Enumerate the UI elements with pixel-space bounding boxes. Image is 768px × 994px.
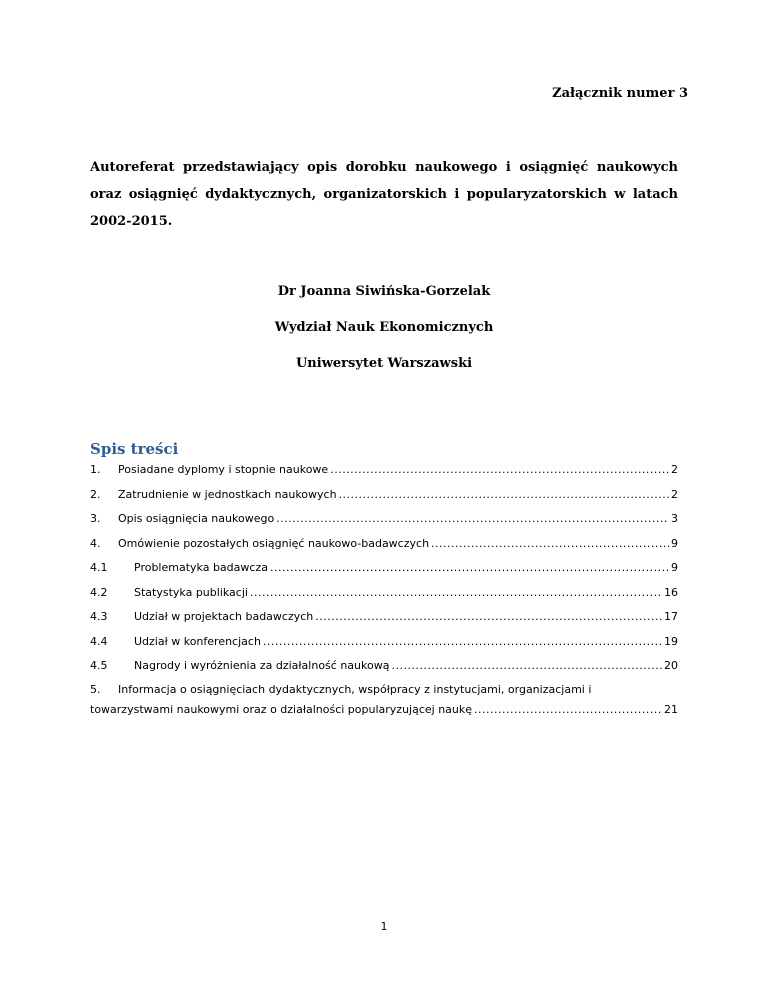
toc-entry-title-line2: towarzystwami naukowymi oraz o działalności popularyzującej naukę (90, 703, 473, 716)
toc-entry-title: Udział w projektach badawczych (134, 610, 314, 623)
toc-leader-dots (431, 537, 669, 550)
toc-entry-page: 2 (671, 488, 678, 501)
document-title: Autoreferat przedstawiający opis dorobku naukowego i osiągnięć naukowych oraz osiągnięć dydaktycznych, organizatorskich i popularyzatorskich w latach 2002-2015. (90, 160, 678, 229)
toc-entry-number: 1. (90, 463, 101, 476)
toc-entry-number: 2. (90, 488, 101, 501)
toc-entry-page: 16 (664, 586, 678, 599)
toc-entry[interactable] (90, 488, 678, 501)
toc-entry[interactable] (90, 537, 678, 550)
toc-entry-number: 3. (90, 512, 101, 525)
toc-entry-page: 2 (671, 463, 678, 476)
toc-entry-number: 4.1 (90, 561, 108, 574)
toc-entry[interactable] (90, 512, 678, 525)
toc-entry-page: 3 (671, 512, 678, 525)
toc-entry-number: 5. (90, 683, 101, 696)
toc-entry-title: Omówienie pozostałych osiągnięć naukowo-badawczych (118, 537, 430, 550)
toc-entry-page: 20 (664, 659, 678, 672)
toc-entry-number: 4.3 (90, 610, 108, 623)
toc-entry-page: 9 (671, 537, 678, 550)
toc-entry[interactable] (90, 635, 678, 648)
toc-leader-dots (315, 610, 662, 623)
toc-entry[interactable] (90, 586, 678, 599)
toc-entry-title: Udział w konferencjach (134, 635, 261, 648)
toc-entry-number: 4.2 (90, 586, 108, 599)
toc-leader-dots (276, 512, 669, 525)
toc-entry[interactable] (90, 610, 678, 623)
toc-leader-dots (339, 488, 669, 501)
page-number: 1 (380, 920, 388, 933)
toc-entry-page: 9 (671, 561, 678, 574)
toc-entry[interactable] (90, 463, 678, 476)
toc-entry-title: Nagrody i wyróżnienia za działalność naukową (134, 659, 390, 672)
toc-leader-dots (270, 561, 669, 574)
toc-entry-title: Problematyka badawcza (134, 561, 268, 574)
author-faculty: Wydział Nauk Ekonomicznych (274, 320, 494, 335)
toc-entry-page: 17 (664, 610, 678, 623)
toc-leader-dots (250, 586, 662, 599)
toc-entry-title: Posiadane dyplomy i stopnie naukowe (118, 463, 329, 476)
toc-entry-page: 19 (664, 635, 678, 648)
toc-leader-dots (263, 635, 662, 648)
toc-heading: Spis treści (90, 440, 179, 458)
toc-entry[interactable] (90, 680, 678, 720)
toc-entry-title-line1: Informacja o osiągnięciach dydaktycznych, współpracy z instytucjami, organizacjami i (118, 683, 592, 696)
toc-leader-dots (474, 700, 662, 720)
toc-leader-dots (391, 659, 662, 672)
toc-entry-title: Statystyka publikacji (134, 586, 248, 599)
toc-entry-number: 4.5 (90, 659, 108, 672)
author-name: Dr Joanna Siwińska-Gorzelak (277, 284, 491, 299)
toc-entry-title: Zatrudnienie w jednostkach naukowych (118, 488, 337, 501)
author-university: Uniwersytet Warszawski (295, 356, 473, 371)
toc-entry-page: 21 (664, 703, 678, 716)
toc-entry-title: Opis osiągnięcia naukowego (118, 512, 275, 525)
toc-entry-number: 4.4 (90, 635, 108, 648)
annex-label: Załącznik numer 3 (552, 86, 688, 101)
toc-entry[interactable] (90, 561, 678, 574)
toc-entry[interactable] (90, 659, 678, 672)
toc-entry-number: 4. (90, 537, 101, 550)
toc-leader-dots (330, 463, 669, 476)
